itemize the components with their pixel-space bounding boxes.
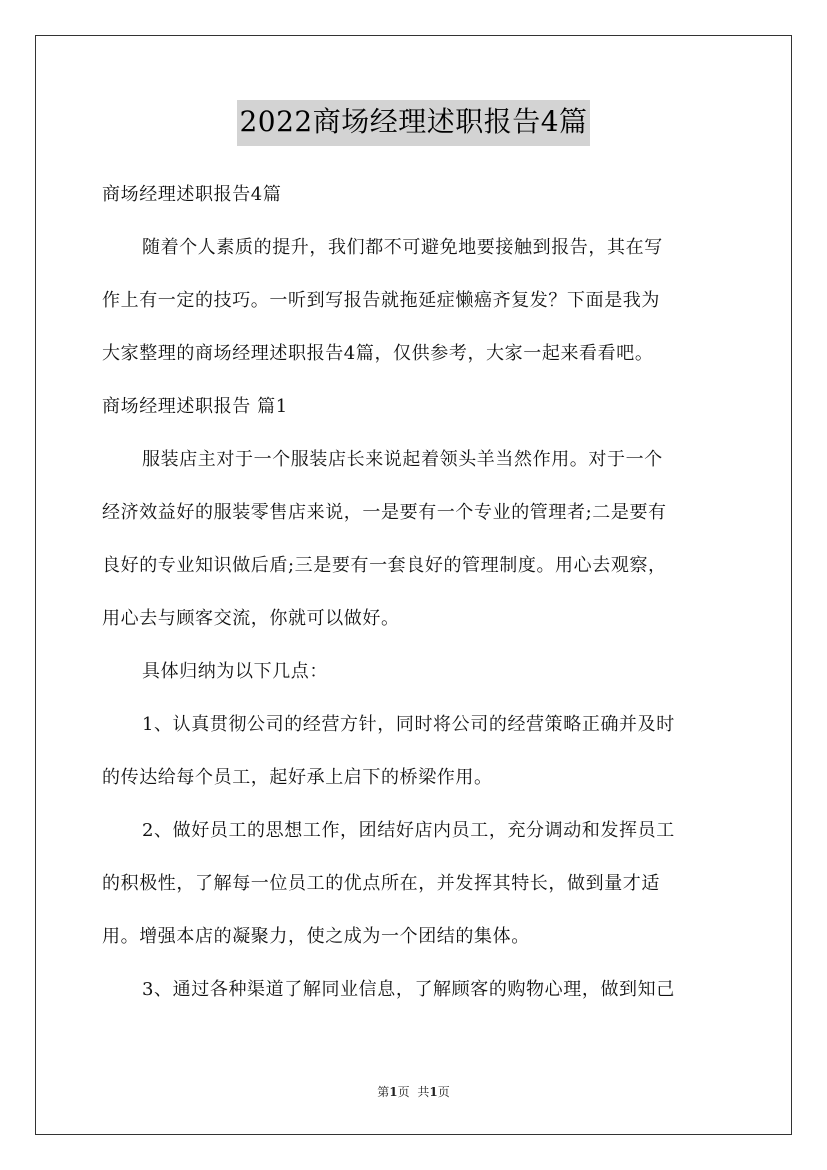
text-line: 具体归纳为以下几点：: [142, 661, 328, 682]
text-line: 作上有一定的技巧。一听到写报告就拖延症懒癌齐复发？下面是我为: [102, 290, 660, 311]
text-line: 随着个人素质的提升，我们都不可避免地要接触到报告，其在写: [142, 237, 663, 258]
text-line: 商场经理述职报告4篇: [102, 184, 282, 205]
footer-total-number: 1: [429, 1085, 438, 1099]
text-line: 良好的专业知识做后盾;三是要有一套良好的管理制度。用心去观察，: [102, 555, 667, 576]
title-container: [0, 100, 827, 146]
page-footer: [0, 1083, 827, 1100]
text-line: 商场经理述职报告 篇1: [102, 396, 288, 417]
footer-page-number: 1: [389, 1085, 398, 1099]
footer-page-suffix: 页: [397, 1085, 410, 1099]
text-line: 2、做好员工的思想工作，团结好店内员工，充分调动和发挥员工: [142, 820, 675, 841]
text-line: 1、认真贯彻公司的经营方针，同时将公司的经营策略正确并及时: [142, 714, 675, 735]
document-title: 2022商场经理述职报告4篇: [237, 100, 589, 146]
text-line: 经济效益好的服装零售店来说，一是要有一个专业的管理者;二是要有: [102, 502, 667, 523]
footer-total-prefix: 共: [417, 1085, 430, 1099]
text-line: 3、通过各种渠道了解同业信息，了解顾客的购物心理，做到知己: [142, 979, 675, 1000]
footer-total-suffix: 页: [437, 1085, 450, 1099]
text-line: 用。增强本店的凝聚力，使之成为一个团结的集体。: [102, 926, 530, 947]
text-line: 服装店主对于一个服装店长来说起着领头羊当然作用。对于一个: [142, 449, 663, 470]
text-line: 用心去与顾客交流，你就可以做好。: [102, 608, 400, 629]
text-line: 的传达给每个员工，起好承上启下的桥梁作用。: [102, 767, 493, 788]
footer-page-prefix: 第: [377, 1085, 390, 1099]
text-line: 大家整理的商场经理述职报告4篇，仅供参考，大家一起来看看吧。: [102, 343, 654, 364]
document-body: [102, 168, 732, 1016]
text-line: 的积极性，了解每一位员工的优点所在，并发挥其特长，做到量才适: [102, 873, 660, 894]
